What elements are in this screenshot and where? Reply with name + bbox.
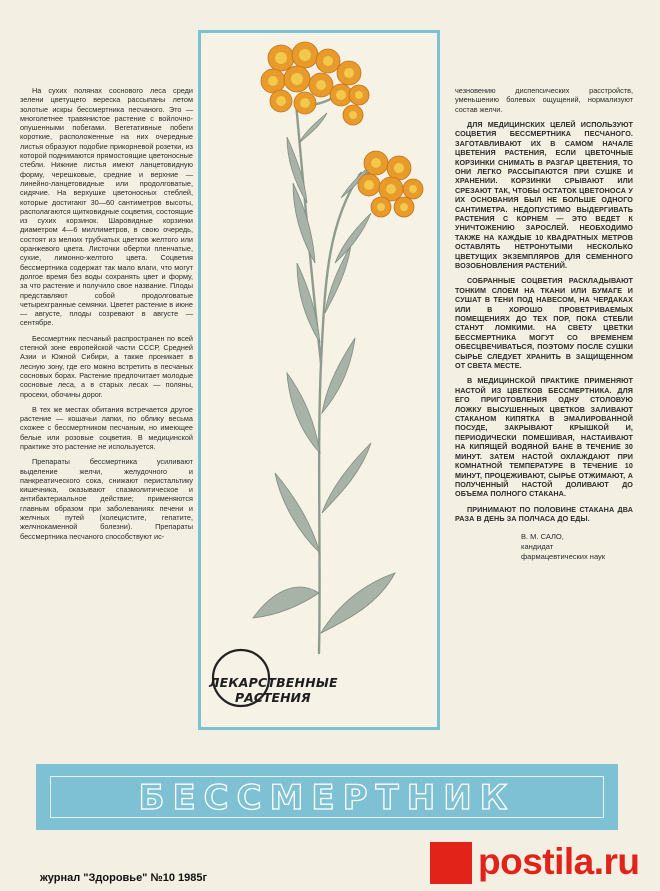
title-banner — [36, 764, 618, 830]
badge-line-2: РАСТЕНИЯ — [235, 690, 311, 705]
title-banner-inner — [50, 776, 604, 818]
left-paragraph: Препараты бессмертника усиливают выделение желчи, желудочного и панкреатического сока, снижают перистальтику кишечника, оказывают спазмолитическое и антибактериальное действие; применяются главным образом при заболеваниях печени и желчных путей (холецистите, гепатите, желчнокаменной болезни). Препараты бессмертника песчаного способствуют ис- — [20, 457, 193, 541]
right-instruction: СОБРАННЫЕ СОЦВЕТИЯ РАСКЛАДЫВАЮТ ТОНКИМ СЛОЕМ НА ТКАНИ ИЛИ БУМАГЕ И СУШАТ В ТЕНИ ПОД НАВЕСОМ, НА ЧЕРДАКАХ ИЛИ В ХОРОШО ПРОВЕТРИВАЕМЫХ ПОМЕЩЕНИЯХ ДО ТЕХ ПОР, ПОКА СТЕБЛИ СТАНУТ ЛОМКИМИ. НА СВЕТУ ЦВЕТКИ БЕССМЕРТНИКА МОГУТ СО ВРЕМЕНЕМ ОБЕСЦВЕЧИВАТЬСЯ, ПОЭТОМУ ПОСЛЕ СУШКИ СЫРЬЕ СЛЕДУЕТ ХРАНИТЬ В ЗАЩИЩЕННОМ ОТ СВЕТА МЕСТЕ. — [455, 276, 633, 371]
right-continuation: чезновению диспепсических расстройств, уменьшению болевых ощущений, нормализуют состав желчи. — [455, 86, 633, 114]
right-instruction: ПРИНИМАЮТ ПО ПОЛОВИНЕ СТАКАНА ДВА РАЗА В ДЕНЬ ЗА ПОЛЧАСА ДО ЕДЫ. — [455, 504, 633, 524]
author-title-1: кандидат — [521, 541, 554, 551]
source-caption: журнал "Здоровье" №10 1985г — [40, 872, 208, 884]
right-text-column — [455, 86, 633, 562]
author-name: В. М. САЛО, — [521, 531, 564, 541]
left-paragraph: В тех же местах обитания встречается другое растение — кошачьи лапки, по облику весьма схожее с бессмертником песчаным, но имеющее белые или розовые соцветия. В медицинской практике это растение не используется. — [20, 404, 193, 451]
left-paragraph: На сухих полянах соснового леса среди зелени цветущего вереска рассыпаны летом золотые искры бессмертника песчаного. Это — многолетнее травянистое растение с войлочно-опушенными побегами. Вегетативные побеги короткие, расположенные на них очередные листья образуют подобие прикорневой розетки, из которой поднимаются прямостоящие цветоносные стебли. Нижние листья имеют ланцетовидную форму, черешковые, средние и верхние — линейно-ланцетовидные или продолговатые, сидячие. На верхушке цветоносных стеблей, которые достигают 30—60 сантиметров высоты, располагаются щитковидные соцветия, состоящие из сухих корзинок. Шаровидные корзинки диаметром 4—6 миллиметров, в свою очередь, состоят из мелких трубчатых цветков желтого или оранжевого цвета. Листочки обертки пленчатые, сухие, лимонно-желтого цвета. Соцветия бессмертника содержат так мало влаги, что могут долгое время без воды сохранять цвет и форму, за что растение и получило свое название. Плоды представляют собой продолговатые четырехгранные семянки. Цветет растение в июне — августе, плоды созревают в августе — сентябре. — [20, 86, 193, 328]
right-instruction: ДЛЯ МЕДИЦИНСКИХ ЦЕЛЕЙ ИСПОЛЬЗУЮТ СОЦВЕТИЯ БЕССМЕРТНИКА ПЕСЧАНОГО. ЗАГОТАВЛИВАЮТ ИХ В САМОМ НАЧАЛЕ ЦВЕТЕНИЯ РАСТЕНИЯ, ЕСЛИ ЦВЕТОЧНЫЕ КОРЗИНКИ СНИМАТЬ В РАЗГАР ЦВЕТЕНИЯ, ТО ОНИ ЛЕГКО РАССЫПАЮТСЯ ПРИ СУШКЕ И ХРАНЕНИИ. КОРЗИНКИ СРЫВАЮТ ИЛИ СРЕЗАЮТ ТАК, ЧТОБЫ ОСТАТОК ЦВЕТОНОСА У ИХ ОСНОВАНИЯ БЫЛ НЕ БОЛЬШЕ ОДНОГО САНТИМЕТРА. НЕДОПУСТИМО ВЫДЕРГИВАТЬ РАСТЕНИЯ С КОРНЕМ — ЭТО ВЕДЕТ К УНИЧТОЖЕНИЮ ЗАРОСЛЕЙ. НЕОБХОДИМО ТАКЖЕ НА КАЖДЫЕ 10 КВАДРАТНЫХ МЕТРОВ ОСТАВЛЯТЬ НЕТРОНУТЫМИ НЕСКОЛЬКО ЦВЕТУЩИХ ЭКЗЕМПЛЯРОВ ДЛЯ СЕМЕННОГО ВОЗОБНОВЛЕНИЯ РАСТЕНИЙ. — [455, 119, 633, 270]
article-title: БЕССМЕРТНИК — [138, 778, 516, 818]
left-paragraph: Бессмертник песчаный распространен по всей степной зоне европейской части СССР, Средней Азии и Южной Сибири, а также проникает в лесную зону, где его можно встретить в песчаных сосновых борах. Растение предпочитает молодые сосновые леса, а в старых лесах — поляны, просеки, обочины дорог. — [20, 333, 193, 399]
left-text-column — [20, 86, 193, 547]
immortelle-plant-illustration — [201, 33, 437, 727]
watermark — [430, 838, 656, 888]
author-title-2: фармацевтических наук — [521, 551, 606, 561]
watermark-text: postila.ru — [478, 841, 640, 882]
right-instruction: В МЕДИЦИНСКОЙ ПРАКТИКЕ ПРИМЕНЯЮТ НАСТОЙ ИЗ ЦВЕТКОВ БЕССМЕРТНИКА. ДЛЯ ЕГО ПРИГОТОВЛЕНИЯ ОДНУ СТОЛОВУЮ ЛОЖКУ ВЫСУШЕННЫХ ЦВЕТКОВ ЗАЛИВАЮТ СТАКАНОМ КИПЯТКА В ЭМАЛИРОВАННОЙ ПОСУДЕ, ЗАКРЫВАЮТ КРЫШКОЙ И, ПЕРИОДИЧЕСКИ ПОМЕШИВАЯ, НАСТАИВАЮТ НА КИПЯЩЕЙ ВОДЯНОЙ БАНЕ В ТЕЧЕНИЕ 30 МИНУТ. ЗАТЕМ НАСТОЙ ОХЛАЖДАЮТ ПРИ КОМНАТНОЙ ТЕМПЕРАТУРЕ В ТЕЧЕНИЕ 10 МИНУТ, ПРОЦЕЖИВАЮТ, СЫРЬЕ ОТЖИМАЮТ, А ПОЛУЧЕННЫЙ НАСТОЙ ДОЛИВАЮТ ДО ОБЪЕМА ПОЛНОГО СТАКАНА. — [455, 376, 633, 499]
illustration-frame — [198, 30, 440, 730]
author-signature — [455, 532, 633, 562]
watermark-logo-icon — [430, 842, 472, 884]
badge-line-1: ЛЕКАРСТВЕННЫЕ — [209, 675, 338, 690]
flower-cluster-top — [261, 42, 369, 125]
section-badge — [209, 675, 339, 705]
flower-cluster-lower — [358, 151, 423, 217]
